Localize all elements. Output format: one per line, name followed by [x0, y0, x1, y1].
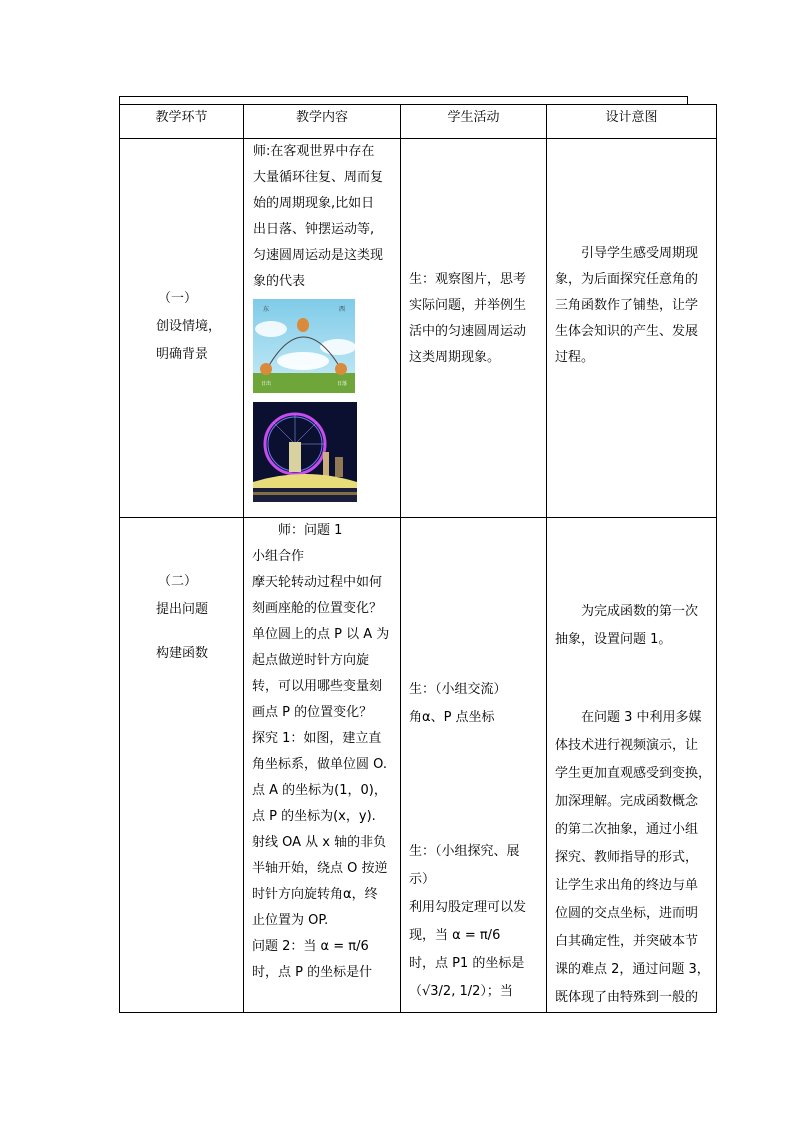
row2-design-cell — [547, 518, 717, 1013]
row2-student-cell — [401, 518, 547, 1013]
row2-content-line: 半轴开始，绕点 O 按逆 — [252, 861, 388, 876]
table-row-2 — [120, 518, 717, 1013]
row2-stage-cell — [120, 518, 244, 1013]
sunrise-sunset-image — [253, 299, 355, 393]
row2-content-line: 画点 P 的位置变化？ — [252, 705, 373, 720]
west-label: 西 — [339, 306, 346, 313]
row2-design-line: 的第二次抽象，通过小组 — [555, 822, 699, 837]
row2-content-cell — [244, 518, 401, 1013]
row1-student-line: 实际问题，并举例生 — [409, 298, 527, 313]
row1-design-cell — [547, 139, 717, 518]
row2-design-line: 抽象，设置问题 1。 — [555, 632, 672, 647]
row2-content-line: 时，点 P 的坐标是什 — [252, 965, 373, 980]
row2-stage-title-2: 构建函数 — [156, 646, 209, 661]
row2-stage-number: （二） — [158, 574, 198, 589]
row1-content-cell — [244, 139, 401, 518]
row1-student-line: 生：观察图片，思考 — [409, 272, 527, 287]
row2-content-line: 摩天轮转动过程中如何 — [252, 575, 383, 590]
row2-student-line: （√3/2, 1/2）；当 — [409, 984, 513, 999]
row2-content-line: 师：问题 1 — [278, 523, 343, 538]
row2-design-line: 既体现了由特殊到一般的 — [555, 990, 699, 1005]
row2-student-line: 利用勾股定理可以发 — [409, 900, 527, 915]
row2-content-line: 角坐标系，做单位圆 O. — [252, 757, 387, 772]
ferris-wheel-image — [253, 402, 357, 502]
row2-content-line: 问题 2：当 α = π/6 — [252, 939, 369, 954]
table-header-row — [120, 105, 717, 139]
row2-content-line: 转，可以用哪些变量刻 — [252, 679, 383, 694]
row2-student-line: 角α、P 点坐标 — [409, 710, 495, 725]
row1-design-line: 三角函数作了铺垫，让学 — [555, 298, 699, 313]
row2-content-line: 探究 1：如图，建立直 — [252, 731, 382, 746]
row2-design-line: 探究、教师指导的形式， — [555, 850, 699, 865]
row1-student-line: 活中的匀速圆周运动 — [409, 324, 527, 339]
row2-design-line: 在问题 3 中利用多媒 — [581, 710, 702, 725]
row2-design-line: 课的难点 2，通过问题 3， — [555, 962, 710, 977]
row1-content-line: 师:在客观世界中存在 — [253, 144, 375, 159]
row2-design-line: 让学生求出角的终边与单 — [555, 878, 699, 893]
row2-design-line: 白其确定性，并突破本节 — [555, 934, 699, 949]
sunset-label: 日落 — [337, 381, 348, 387]
row2-design-line: 体技术进行视频演示，让 — [555, 738, 699, 753]
row1-stage-title-1: 创设情境， — [156, 319, 222, 334]
row2-student-line: 生：（小组交流） — [409, 682, 507, 697]
row2-design-line: 加深理解。完成函数概念 — [555, 794, 699, 809]
row1-student-line: 这类周期现象。 — [409, 350, 501, 365]
row2-content-line: 射线 OA 从 x 轴的非负 — [252, 835, 387, 850]
row2-content-line: 起点做逆时针方向旋 — [252, 653, 370, 668]
row2-content-line: 点 P 的坐标为(x，y). — [252, 809, 376, 824]
lesson-plan-table — [119, 104, 717, 1013]
row2-content-line: 刻画座舱的位置变化？ — [252, 601, 383, 616]
row2-design-line: 位圆的交点坐标，进而明 — [555, 906, 699, 921]
row1-content-line: 大量循环往复、周而复 — [253, 170, 384, 185]
row2-student-line: 生：（小组探究、展 — [409, 844, 520, 859]
row2-content-line: 止位置为 OP. — [252, 913, 329, 928]
row2-student-line: 现，当 α = π/6 — [409, 928, 501, 943]
header-student-activity: 学生活动 — [401, 105, 547, 139]
east-label: 东 — [263, 306, 270, 313]
row1-design-line: 引导学生感受周期现 — [581, 246, 699, 261]
row1-content-line: 象的代表 — [253, 274, 306, 289]
header-stage: 教学环节 — [120, 105, 244, 139]
row2-content-line: 时针方向旋转角α，终 — [252, 887, 378, 902]
row1-design-line: 生体会知识的产生、发展 — [555, 324, 699, 339]
row1-stage-title-2: 明确背景 — [156, 347, 209, 362]
row1-content-line: 出日落、钟摆运动等, — [253, 222, 375, 237]
row2-content-line: 点 A 的坐标为(1，0)， — [252, 783, 387, 798]
row1-content-line: 始的周期现象,比如日 — [253, 196, 375, 211]
row1-stage-cell — [120, 139, 244, 518]
row1-design-line: 象，为后面探究任意角的 — [555, 272, 699, 287]
row2-student-line: 示） — [409, 872, 436, 887]
row2-content-line: 小组合作 — [252, 549, 305, 564]
row2-content-line: 单位圆上的点 P 以 A 为 — [252, 627, 390, 642]
row1-student-cell — [401, 139, 547, 518]
table-top-frame — [119, 96, 688, 104]
sunrise-label: 日出 — [261, 381, 272, 387]
header-content: 教学内容 — [244, 105, 401, 139]
row2-design-line: 学生更加直观感受到变换， — [555, 766, 712, 781]
row2-stage-title-1: 提出问题 — [156, 602, 209, 617]
header-design-intent: 设计意图 — [547, 105, 717, 139]
row1-content-line: 匀速圆周运动是这类现 — [253, 248, 384, 263]
table-row-1 — [120, 139, 717, 518]
row1-stage-number: （一） — [158, 291, 198, 306]
row2-design-line: 为完成函数的第一次 — [581, 604, 699, 619]
row1-design-line: 过程。 — [555, 350, 595, 365]
row2-student-line: 时，点 P1 的坐标是 — [409, 956, 525, 971]
